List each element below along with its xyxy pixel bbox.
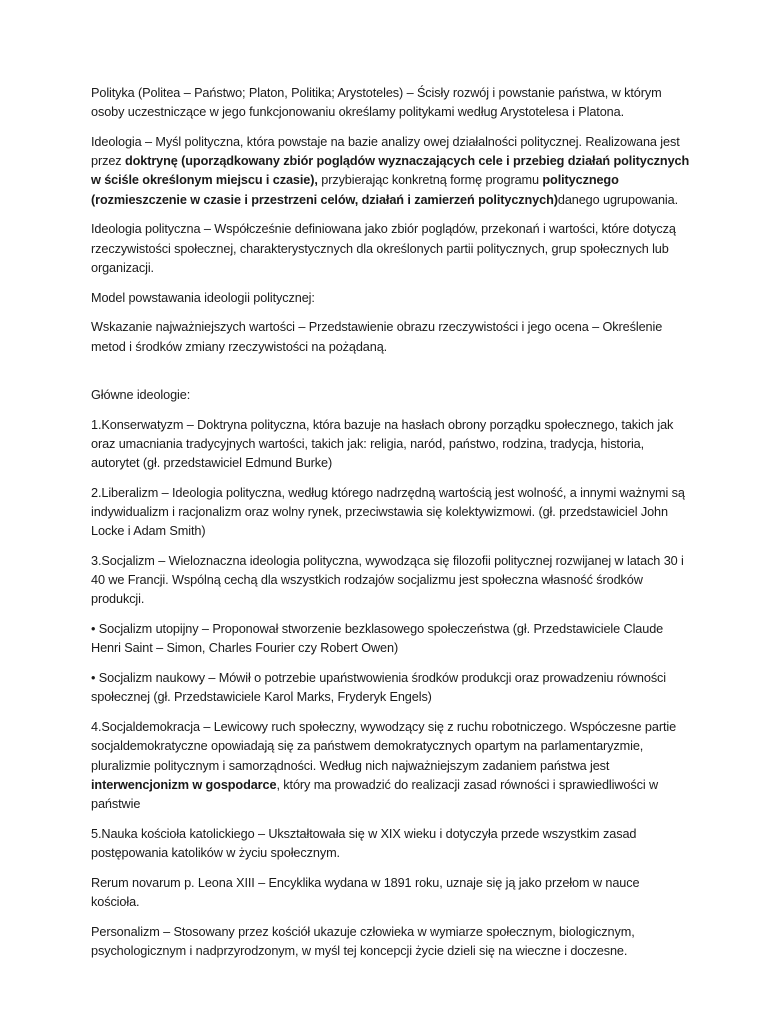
ideologia-polityczna-text: Ideologia polityczna – Współcześnie definiowana jako zbiór poglądów, przekonań i wartości, które dotyczą rzeczywistości społecznej, charakterystycznych dla określonych partii politycznych, grup społecznych lub organizacji.: [91, 222, 676, 275]
konserwatyzm-text: 1.Konserwatyzm – Doktryna polityczna, która bazuje na hasłach obrony porządku społecznego, takich jak oraz umacniania tradycyjnych wartości, takich jak: religia, naród, państwo, rodzina, tradycja, historia, autorytet (gł. przedstawiciel Edmund Burke): [91, 417, 674, 471]
paragraph-socjalizm-utopijny: [91, 620, 691, 658]
paragraph-rerum-novarum: [91, 874, 691, 912]
paragraph-ideologia: [91, 133, 691, 210]
paragraph-personalizm: [91, 923, 691, 961]
model-heading: [91, 289, 691, 308]
polityka-text: Polityka (Politea – Państwo; Platon, Politika; Arystoteles) – Ścisły rozwój i powstanie państwa, w którym osoby uczestniczące w jego funkcjonowaniu określamy politykami według Arystotelesa i Platona.: [91, 86, 662, 120]
socjalizm-utopijny-text: • Socjalizm utopijny – Proponował stworzenie bezklasowego społeczeństwa (gł. Przedstawiciele Claude Henri Saint – Simon, Charles Fourier czy Robert Owen): [91, 622, 664, 656]
paragraph-liberalizm: [91, 484, 691, 542]
model-heading-text: Model powstawania ideologii politycznej:: [91, 290, 315, 305]
socjalizm-text: 3.Socjalizm – Wieloznaczna ideologia polityczna, wywodząca się filozofii politycznej rozwijanej w latach 30 i 40 we Francji. Wspólną cechą dla wszystkich rodzajów socjalizmu jest społeczna własność środków produkcji.: [91, 554, 684, 607]
ideologia-text-3: danego ugrupowania.: [557, 192, 679, 207]
ideologia-doktryna-bold: doktrynę (uporządkowany zbiór poglądów wyznaczających cele i przebieg działań politycznych w ściśle określonym miejscu i czasie),: [91, 154, 690, 188]
ideologia-text-2: przybierając konkretną formę programu: [317, 173, 543, 188]
paragraph-konserwatyzm: [91, 416, 691, 474]
nauka-kosciola-text: 5.Nauka kościoła katolickiego – Ukształtowała się w XIX wieku i dotyczyła przede wszystkim zasad postępowania katolików w życiu społecznym.: [91, 826, 637, 861]
glowne-ideologie-text: Główne ideologie:: [91, 387, 191, 402]
document-page: [91, 84, 691, 972]
socjalizm-naukowy-text: • Socjalizm naukowy – Mówił o potrzebie upaństwowienia środków produkcji oraz prowadzeniu równości społecznej (gł. Przedstawiciele Karol Marks, Fryderyk Engels): [91, 671, 667, 705]
glowne-ideologie-heading: [91, 386, 691, 405]
ideologia-program-bold: politycznego (rozmieszczenie w czasie i przestrzeni celów, działań i zamierzeń politycznych): [91, 173, 619, 207]
socjaldemokracja-interwencjonizm-bold: interwencjonizm w gospodarce: [91, 777, 277, 792]
ideologia-text-1: Ideologia – Myśl polityczna, która powstaje na bazie analizy owej działalności politycznej. Realizowana jest przez: [91, 135, 680, 169]
paragraph-nauka-kosciola: [91, 825, 691, 863]
paragraph-model-steps: [91, 318, 691, 356]
paragraph-socjalizm-naukowy: [91, 669, 691, 707]
paragraph-socjalizm: [91, 552, 691, 610]
paragraph-socjaldemokracja: [91, 718, 691, 814]
model-steps-text: Wskazanie najważniejszych wartości – Przedstawienie obrazu rzeczywistości i jego ocena – Określenie metod i środków zmiany rzeczywistości na pożądaną.: [91, 320, 663, 354]
paragraph-polityka: [91, 84, 691, 122]
socjaldemokracja-text-2: , który ma prowadzić do realizacji zasad równości i sprawiedliwości w państwie: [91, 777, 659, 812]
rerum-novarum-text: Rerum novarum p. Leona XIII – Encyklika wydana w 1891 roku, uznaje się ją jako przełom w nauce kościoła.: [91, 875, 640, 910]
paragraph-ideologia-polityczna: [91, 220, 691, 278]
socjaldemokracja-text-1: 4.Socjaldemokracja – Lewicowy ruch społeczny, wywodzący się z ruchu robotniczego. Wspóczesne partie socjaldemokratyczne opowiadają się za państwem demokratycznych opartym na parlamentaryzmie, pluralizmie politycznym i samorządności. Według nich najważniejszym zadaniem państwa jest: [91, 720, 677, 773]
liberalizm-text: 2.Liberalizm – Ideologia polityczna, według którego nadrzędną wartością jest wolność, a innymi ważnymi są indywidualizm i racjonalizm oraz wolny rynek, przeciwstawia się kolektywizmowi. (gł. przedstawiciel John Locke i Adam Smith): [91, 485, 685, 539]
personalizm-text: Personalizm – Stosowany przez kościół ukazuje człowieka w wymiarze społecznym, biologicznym, psychologicznym i nadprzyrodzonym, w myśl tej koncepcji życie dzieli się na wieczne i doczesne.: [91, 924, 635, 959]
